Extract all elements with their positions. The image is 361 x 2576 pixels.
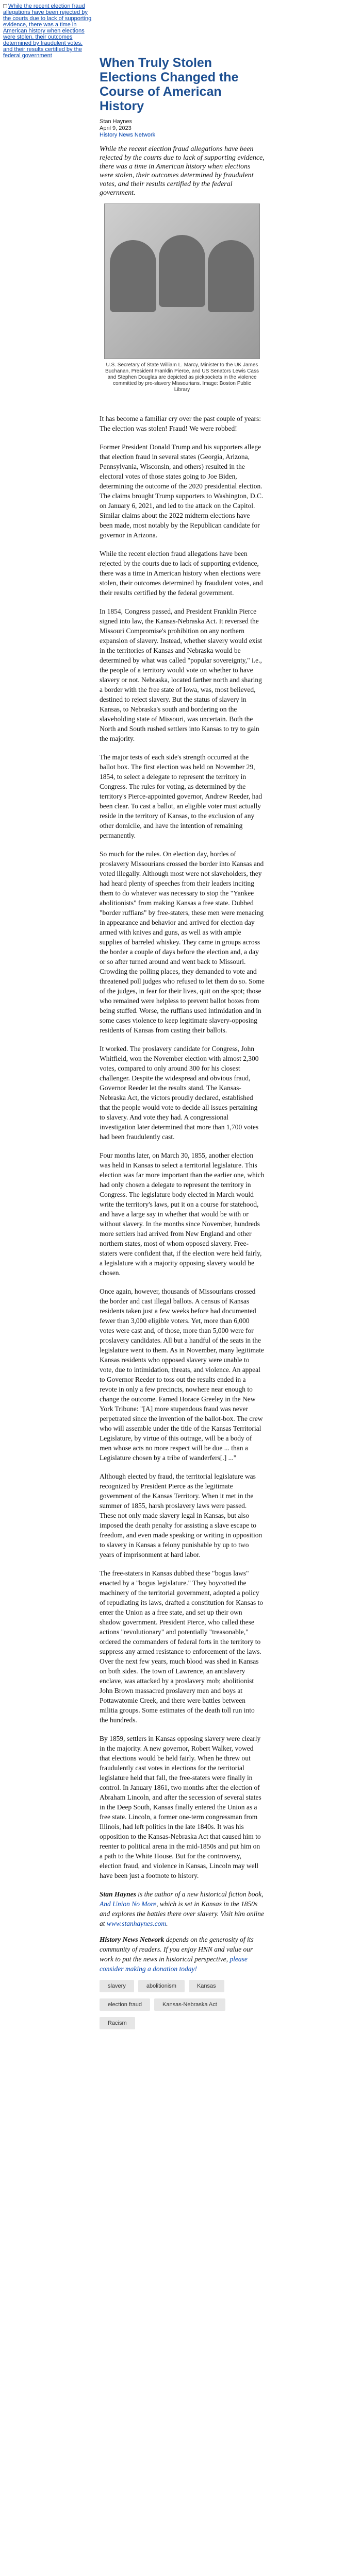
author: Stan Haynes [100, 118, 132, 125]
paragraph: It has become a familiar cry over the past couple of years: The election was stolen! Fraud! We were robbed! [100, 415, 261, 432]
article-image [104, 204, 260, 359]
article-lede: While the recent election fraud allegations have been rejected by the courts due to lack of supporting evidence, there was a time in American history when elections were stolen, their outcomes determined by fraudulent votes, and their results certified by the federal government. [100, 145, 265, 197]
hero-image-link[interactable] [3, 3, 92, 59]
author-site-link[interactable]: www.stanhaynes.com [106, 1920, 167, 1927]
figure-person-1 [110, 240, 156, 312]
publisher-link[interactable]: History News Network [100, 132, 156, 138]
paragraph: Four months later, on March 30, 1855, another election was held in Kansas to select a territorial legislature. This election was far more important than the earlier one, which had only chosen a delegate to represent the territory in Congress. The legislature body elected in March would write the territory's laws, put it on a course for statehood, and have a large say in whether that would be with or without slavery. In the months since November, hundreds more settlers had arrived from New England and other northern states, most of whom opposed slavery. Free-staters were confident that, if the election were held fairly, a legislature with a majority opposing slavery would be chosen. [100, 1151, 265, 1277]
paragraph: It worked. The proslavery candidate for Congress, John Whitfield, won the November election with almost 2,300 votes, compared to only around 300 for his closest challenger. Despite the widespread and obvious fraud, Governor Reeder let the results stand. The Kansas-Nebraska Act, the victors proudly declared, established that the people would vote to decide all issues pertaining to slavery. And vote they had. A congressional investigation later determined that more than 1,700 votes had been fraudulently cast. [100, 1045, 259, 1141]
article-body [100, 414, 265, 1880]
tag-chip[interactable]: Kansas-Nebraska Act [154, 1998, 225, 2011]
tag-chip[interactable]: Racism [100, 2017, 135, 2029]
tag-chip[interactable]: slavery [100, 1980, 134, 1992]
donate-link[interactable]: please consider making a donation today! [100, 1955, 248, 1973]
tag-chip[interactable]: abolitionism [138, 1980, 185, 1992]
paragraph: By 1859, settlers in Kansas opposing slavery were clearly in the majority. A new governor, Robert Walker, vowed that elections would be held fairly. When he threw out fraudulently cast votes in elections for the territorial legislature held that fall, the free-staters were finally in control. In January 1861, two months after the election of Abraham Lincoln, and after the secession of several states in the Deep South, Kansas finally entered the Union as a free state. Lincoln, a former one-term congressman from Illinois, had left politics in the late 1840s. It was his opposition to the Kansas-Nebraska Act that caused him to reenter to political arena in the mid-1850s and put him on a path to the White House. But for the controversy, election fraud, and violence in Kansas, Lincoln may well have been just a footnote to history. [100, 1735, 261, 1879]
figure-person-2 [159, 235, 205, 307]
figure-person-3 [208, 240, 254, 312]
tag-chip[interactable]: election fraud [100, 1998, 150, 2011]
article-column [100, 56, 265, 2036]
paragraph: Once again, however, thousands of Missourians crossed the border and cast illegal ballots. A census of Kansas residents taken just a few weeks before had documented fewer than 3,000 eligible voters. Yet, more than 6,000 votes were cast and, of those, more than 5,000 were for proslavery candidates. All but a handful of the seats in the legislature went to them. As in November, many legitimate Kansas residents who opposed slavery were unable to vote, due to intimidation, threats, and violence. An appeal to Governor Reeder to toss out the results ended in a revote in only a few precincts, nowhere near enough to change the outcome. Famed Horace Greeley in the New York Tribune: "[A] more stupendous fraud was never perpetrated since the invention of the ballot-box. The crew who will assemble under the title of the Kansas Territorial Legislature, by virtue of this outrage, will be a body of men whose acts no more respect will be due ... than a Legislature chosen by a tribe of wanderfers[.] ..." [100, 1287, 264, 1462]
paragraph: So much for the rules. On election day, hordes of proslavery Missourians crossed the border into Kansas and voted illegally. Although most were not slaveholders, they had heard plenty of speeches from their leaders inciting them to do whatever was necessary to stop the "Yankee abolitionists" from making Kansas a free state. Dubbed "border ruffians" by free-staters, these men were menacing in appearance and behavior and arrived for election day armed with knives and guns, as well as with ample supplies of barreled whiskey. They came in groups across the border a couple of days before the election and, a day or so after turned around and went back to Missouri. Crowding the polling places, they demanded to vote and threatened poll judges who refused to let them do so. Some of the judges, in fear for their lives, quit on the spot; those who remained were helpless to prevent ballot boxes from being stuffed. Worse, the ruffians used intimidation and in some cases violence to keep legitimate slavery-opposing residents of Kansas from casting their ballots. [100, 850, 265, 1034]
broken-image-icon [3, 4, 7, 8]
hero-image-alt: While the recent election fraud allegations have been rejected by the courts due to lack of supporting evidence, there was a time in American history when elections were stolen, their outcomes determined by fraudulent votes, and their results certified by the federal government [3, 3, 92, 59]
paragraph: In 1854, Congress passed, and President Franklin Pierce signed into law, the Kansas-Nebraska Act. It reversed the Missouri Compromise's prohibition on any northern expansion of slavery. Instead, whether slavery would exist in the territories of Kansas and Nebraska would be determined by what was called "popular sovereignty," i.e., the people of a territory would vote on whether to have slavery or not. Nebraska, located farther north and sharing a border with the free state of Iowa, was, most believed, destined to reject slavery. But the status of slavery in Kansas, to Nebraska's south and bordering on the slaveholding state of Missouri, was uncertain. Both the North and South rushed settlers into Kansas to try to gain the majority. [100, 607, 262, 742]
paragraph: Former President Donald Trump and his supporters allege that election fraud in several states (Georgia, Arizona, Pennsylvania, Wisconsin, and others) resulted in the electoral votes of those states going to Joe Biden, determining the outcome of the 2020 presidential election. The claims brought Trump supporters to Washington, D.C. on January 6, 2021, and led to the attack on the Capitol. Similar claims about the 2022 midterm elections have been made, most notably by the Republican candidate for governor in Arizona. [100, 443, 264, 539]
paragraph: While the recent election fraud allegations have been rejected by the courts due to lack of supporting evidence, there was a time in American history when elections were stolen, their outcomes determined by fraudulent votes, and their results certified by the federal government. [100, 550, 263, 597]
paragraph: The major tests of each side's strength occurred at the ballot box. The first election was held on November 29, 1854, to select a delegate to represent the territory in Congress. The rules for voting, as determined by the territory's Pierce-appointed governor, Andrew Reeder, had been clear. To cast a ballot, an eligible voter must actually reside in the territory of Kansas, to the exclusion of any other domicile, and have the intention of remaining permanently. [100, 753, 262, 839]
image-caption: U.S. Secretary of State William L. Marcy, Minister to the UK James Buchanan, President Franklin Pierce, and US Senators Lewis Cass and Stephen Douglas are depicted as pickpockets in the violence committed by pro-slavery Missourians. Image: Boston Public Library [105, 362, 259, 393]
book-link[interactable]: And Union No More [100, 1900, 157, 1908]
paragraph: Although elected by fraud, the territorial legislature was recognized by President Pierce as the legitimate government of the Kansas Territory. When it met in the summer of 1855, harsh proslavery laws were passed. These not only made slavery legal in Kansas, but also imposed the death penalty for assisting a slave escape to freedom, and even made speaking or writing in opposition to slavery in Kansas a felony punishable by up to two years of imprisonment at hard labor. [100, 1472, 262, 1558]
author-bio: Stan Haynes is the author of a new historical fiction book, And Union No More, which is set in Kansas in the 1850s and explores the battles there over slavery. Visit him online at www.stanhaynes.com. [100, 1890, 264, 1927]
article-meta [100, 118, 265, 139]
tag-chip[interactable]: Kansas [189, 1980, 224, 1992]
article-title: When Truly Stolen Elections Changed the Course of American History [100, 56, 239, 113]
tag-list [100, 1980, 265, 2036]
publish-date: April 9, 2023 [100, 125, 132, 131]
donation-appeal: History News Network depends on the generosity of its community of readers. If you enjoy HNN and value our work to put the news in historical perspective, please consider making a donation today! [100, 1936, 254, 1973]
paragraph: The free-staters in Kansas dubbed these "bogus laws" enacted by a "bogus legislature." They boycotted the machinery of the territorial government, adopted a policy of repudiating its laws, drafted a constitution for Kansas to enter the Union as a free state, and set up their own shadow government. President Pierce, who called these actions "revolutionary" and potentially "treasonable," ordered the commanders of federal forts in the territory to suppress any armed resistance to enforcement of the laws. Over the next few years, much blood was shed in Kansas on both sides. The town of Lawrence, an antislavery enclave, was attacked by a proslavery mob; abolitionist John Brown massacred proslavery men and boys at Pottawatomie Creek, and there were battles between militia groups. Some estimates of the death toll run into the hundreds. [100, 1569, 264, 1724]
